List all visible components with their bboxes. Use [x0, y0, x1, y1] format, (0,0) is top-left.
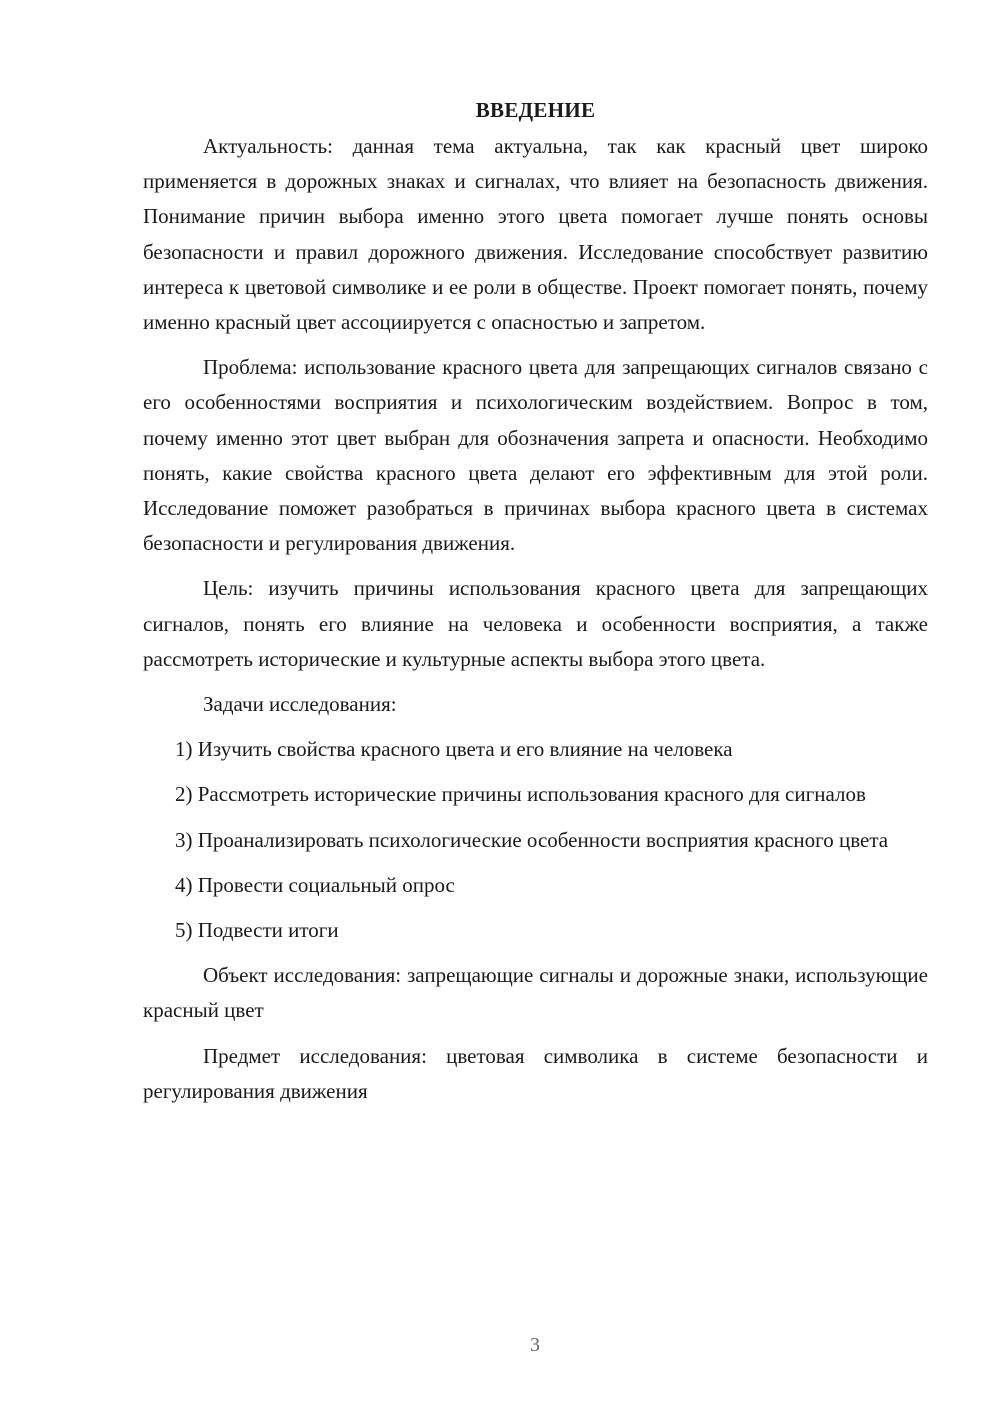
section-title: ВВЕДЕНИЕ [475, 98, 596, 122]
paragraph-relevance: Актуальность: данная тема актуальна, так как красный цвет широко применяется в дорожных знаках и сигналах, что влияет на безопасность движения. Понимание причин выбора именно этого цвета помогает лучше понять основы безопасности и правил дорожного движения. Исследование способствует развитию интереса к цветовой символике и ее роли в обществе. Проект помогает понять, почему именно красный цвет ассоциируется с опасностью и запретом. [143, 134, 928, 335]
page-number: 3 [530, 1334, 540, 1356]
tasks-heading: Задачи исследования: [203, 692, 397, 717]
task-item-3: 3) Проанализировать психологические особенности восприятия красного цвета [175, 827, 889, 852]
page-content [143, 95, 928, 1119]
paragraph-subject: Предмет исследования: цветовая символика в системе безопасности и регулирования движения [143, 1043, 928, 1103]
paragraph-goal: Цель: изучить причины использования красного цвета для запрещающих сигналов, понять его влияние на человека и особенности восприятия, а также рассмотреть исторические и культурные аспекты выбора этого цвета. [143, 576, 928, 671]
task-item-1: 1) Изучить свойства красного цвета и его влияние на человека [175, 737, 733, 762]
paragraph-object: Объект исследования: запрещающие сигналы и дорожные знаки, использующие красный цвет [143, 963, 928, 1023]
paragraph-problem: Проблема: использование красного цвета для запрещающих сигналов связано с его особенностями восприятия и психологическим воздействием. Вопрос в том, почему именно этот цвет выбран для обозначения запрета и опасности. Необходимо понять, какие свойства красного цвета делают его эффективным для этой роли. Исследование поможет разобраться в причинах выбора красного цвета в системах безопасности и регулирования движения. [143, 355, 928, 556]
task-item-5: 5) Подвести итоги [175, 918, 339, 943]
task-item-2: 2) Рассмотреть исторические причины использования красного для сигналов [175, 782, 866, 807]
task-item-4: 4) Провести социальный опрос [175, 872, 455, 897]
